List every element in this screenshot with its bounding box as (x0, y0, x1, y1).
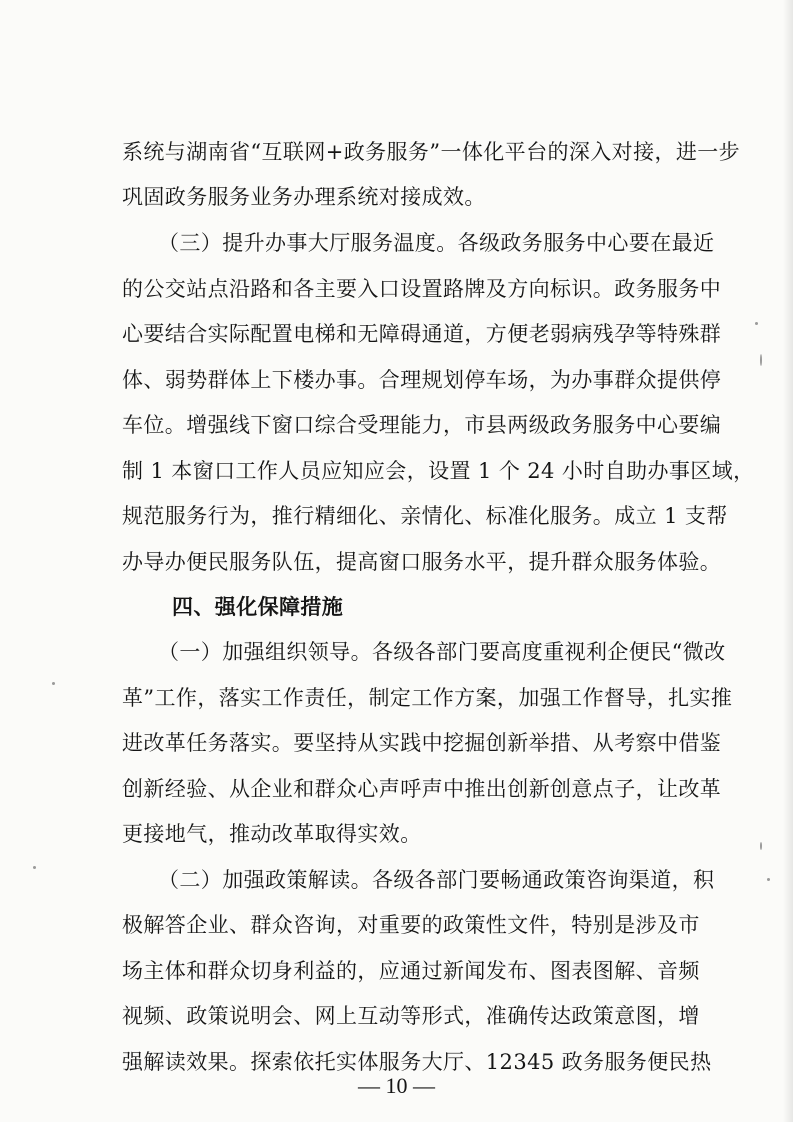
scan-speck (760, 842, 762, 850)
scan-speck (33, 866, 36, 869)
scan-speck (755, 322, 758, 325)
paragraph-line: 场主体和群众切身利益的，应通过新闻发布、图表图解、音频 (122, 959, 700, 983)
paragraph-line: （二）加强政策解读。各级各部门要畅通政策咨询渠道，积 (158, 868, 715, 892)
paragraph-line: 创新经验、从企业和群众心声呼声中推出创新创意点子，让改革 (122, 777, 722, 801)
paragraph-line: 极解答企业、群众咨询，对重要的政策性文件，特别是涉及市 (122, 913, 700, 937)
paragraph-line: 制 1 本窗口工作人员应知应会，设置 1 个 24 小时自助办事区域， (122, 459, 755, 483)
paragraph-line: 巩固政务服务业务办理系统对接成效。 (122, 185, 486, 209)
paragraph-line: （一）加强组织领导。各级各部门要高度重视利企便民“微改 (158, 640, 726, 664)
paragraph-line: （三）提升办事大厅服务温度。各级政务服务中心要在最近 (158, 231, 715, 255)
document-body (118, 137, 755, 1074)
paragraph-line: 革”工作，落实工作责任，制定工作方案，加强工作督导，扎实推 (122, 686, 733, 710)
paragraph-line: 体、弱势群体上下楼办事。合理规划停车场，为办事群众提供停 (122, 368, 722, 392)
scan-speck (52, 682, 55, 685)
paragraph-line: 系统与湖南省“互联网+政务服务”一体化平台的深入对接，进一步 (122, 140, 741, 164)
paragraph-line: 进改革任务落实。要坚持从实践中挖掘创新举措、从考察中借鉴 (122, 731, 722, 755)
paragraph-line: 更接地气，推动改革取得实效。 (122, 822, 422, 846)
scan-speck (767, 878, 770, 881)
paragraph-line: 规范服务行为，推行精细化、亲情化、标准化服务。成立 1 支帮 (122, 504, 728, 528)
page-number: — 10 — (358, 1073, 435, 1098)
paragraph-line: 视频、政策说明会、网上互动等形式，准确传达政策意图，增 (122, 1004, 700, 1028)
paragraph-line: 车位。增强线下窗口综合受理能力，市县两级政务服务中心要编 (122, 413, 722, 437)
paragraph-line: 强解读效果。探索依托实体服务大厅、12345 政务服务便民热 (122, 1050, 712, 1074)
paragraph-line: 办导办便民服务队伍，提高窗口服务水平，提升群众服务体验。 (122, 550, 722, 574)
section-heading: 四、强化保障措施 (172, 594, 344, 619)
scan-edge-shadow (783, 0, 793, 1122)
scan-speck (760, 354, 762, 366)
paragraph-line: 的公交站点沿路和各主要入口设置路牌及方向标识。政务服务中 (122, 277, 722, 301)
paragraph-line: 心要结合实际配置电梯和无障碍通道，方便老弱病残孕等特殊群 (122, 322, 722, 346)
